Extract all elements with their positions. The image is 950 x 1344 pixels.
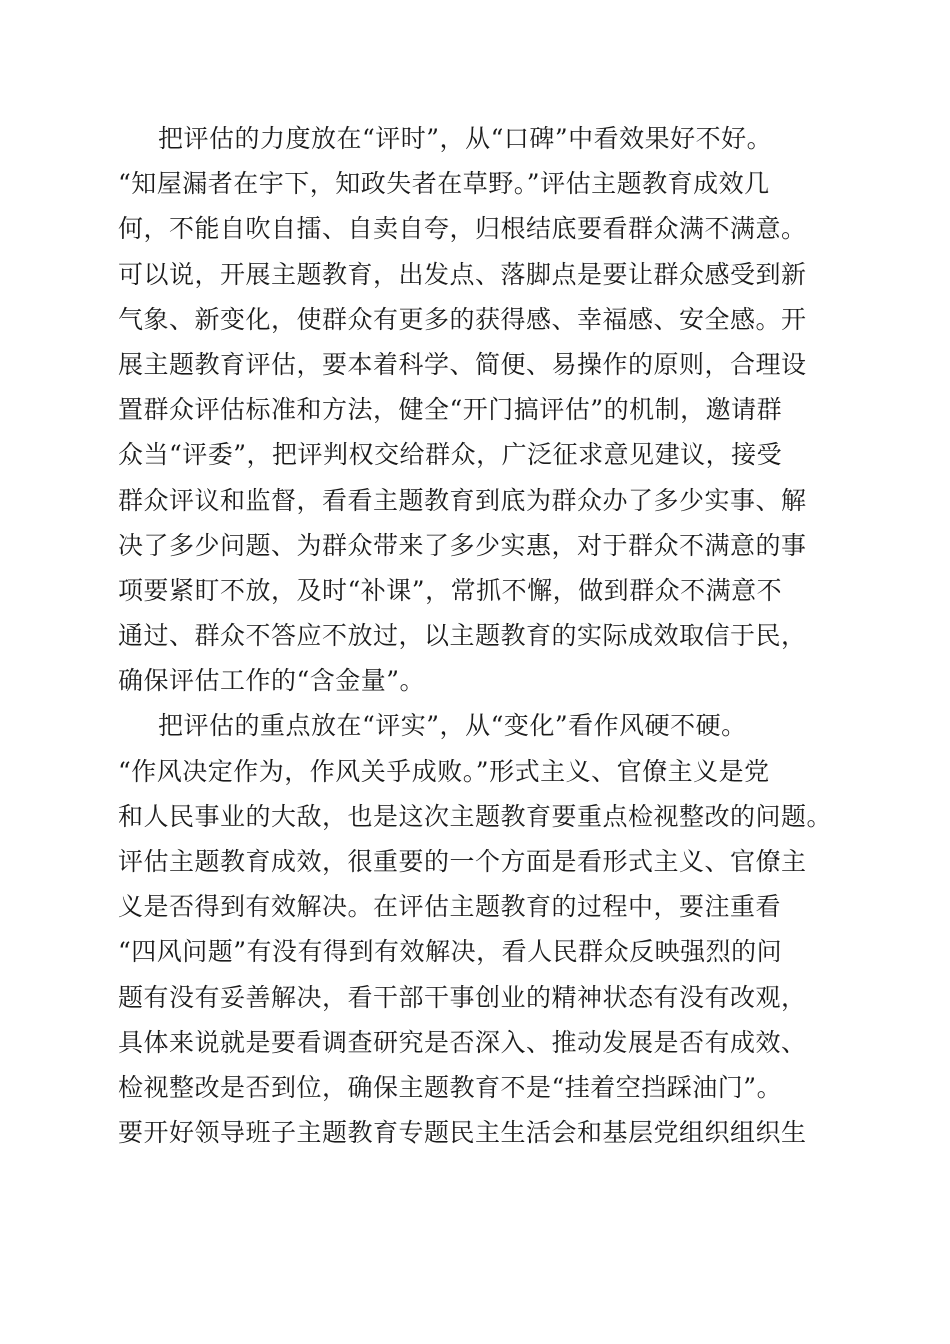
paragraph-line: 可以说，开展主题教育，出发点、落脚点是要让群众感受到新: [118, 259, 807, 289]
paragraph-line: 何，不能自吹自擂、自卖自夸，归根结底要看群众满不满意。: [118, 214, 807, 244]
paragraph-line: 题有没有妥善解决，看干部干事创业的精神状态有没有改观，: [118, 982, 807, 1012]
paragraph-line: 把评估的重点放在“评实”，从“变化”看作风硬不硬。: [158, 711, 747, 741]
paragraph-line: 项要紧盯不放，及时“补课”，常抓不懈，做到群众不满意不: [118, 575, 783, 605]
paragraph-line: 具体来说就是要看调查研究是否深入、推动发展是否有成效、: [118, 1027, 807, 1057]
paragraph-line: “四风问题”有没有得到有效解决，看人民群众反映强烈的问: [118, 937, 783, 967]
paragraph-line: 众当“评委”，把评判权交给群众，广泛征求意见建议，接受: [118, 440, 783, 470]
paragraph-line: “作风决定作为，作风关乎成败。”形式主义、官僚主义是党: [118, 756, 770, 786]
paragraph-line: 把评估的力度放在“评时”，从“口碑”中看效果好不好。: [158, 124, 773, 153]
paragraph-line: 检视整改是否到位，确保主题教育不是“挂着空挡踩油门”。: [118, 1072, 783, 1102]
paragraph-line: 要开好领导班子主题教育专题民主生活会和基层党组织组织生: [118, 1118, 807, 1148]
paragraph-2: [118, 703, 838, 1155]
document-body: [118, 116, 838, 1155]
paragraph-1: [118, 116, 838, 703]
paragraph-line: “知屋漏者在宇下，知政失者在草野。”评估主题教育成效几: [118, 169, 770, 199]
paragraph-line: 和人民事业的大敌，也是这次主题教育要重点检视整改的问题。: [118, 801, 833, 831]
paragraph-line: 群众评议和监督，看看主题教育到底为群众办了多少实事、解: [118, 485, 807, 515]
paragraph-line: 确保评估工作的“含金量”。: [118, 666, 426, 696]
paragraph-line: 义是否得到有效解决。在评估主题教育的过程中，要注重看: [118, 892, 782, 922]
paragraph-line: 通过、群众不答应不放过，以主题教育的实际成效取信于民，: [118, 621, 807, 651]
paragraph-line: 置群众评估标准和方法，健全“开门搞评估”的机制，邀请群: [118, 395, 783, 425]
paragraph-line: 展主题教育评估，要本着科学、简便、易操作的原则，合理设: [118, 349, 807, 379]
paragraph-line: 气象、新变化，使群众有更多的获得感、幸福感、安全感。开: [118, 304, 807, 334]
paragraph-line: 评估主题教育成效，很重要的一个方面是看形式主义、官僚主: [118, 847, 807, 876]
paragraph-line: 决了多少问题、为群众带来了多少实惠，对于群众不满意的事: [118, 530, 807, 560]
